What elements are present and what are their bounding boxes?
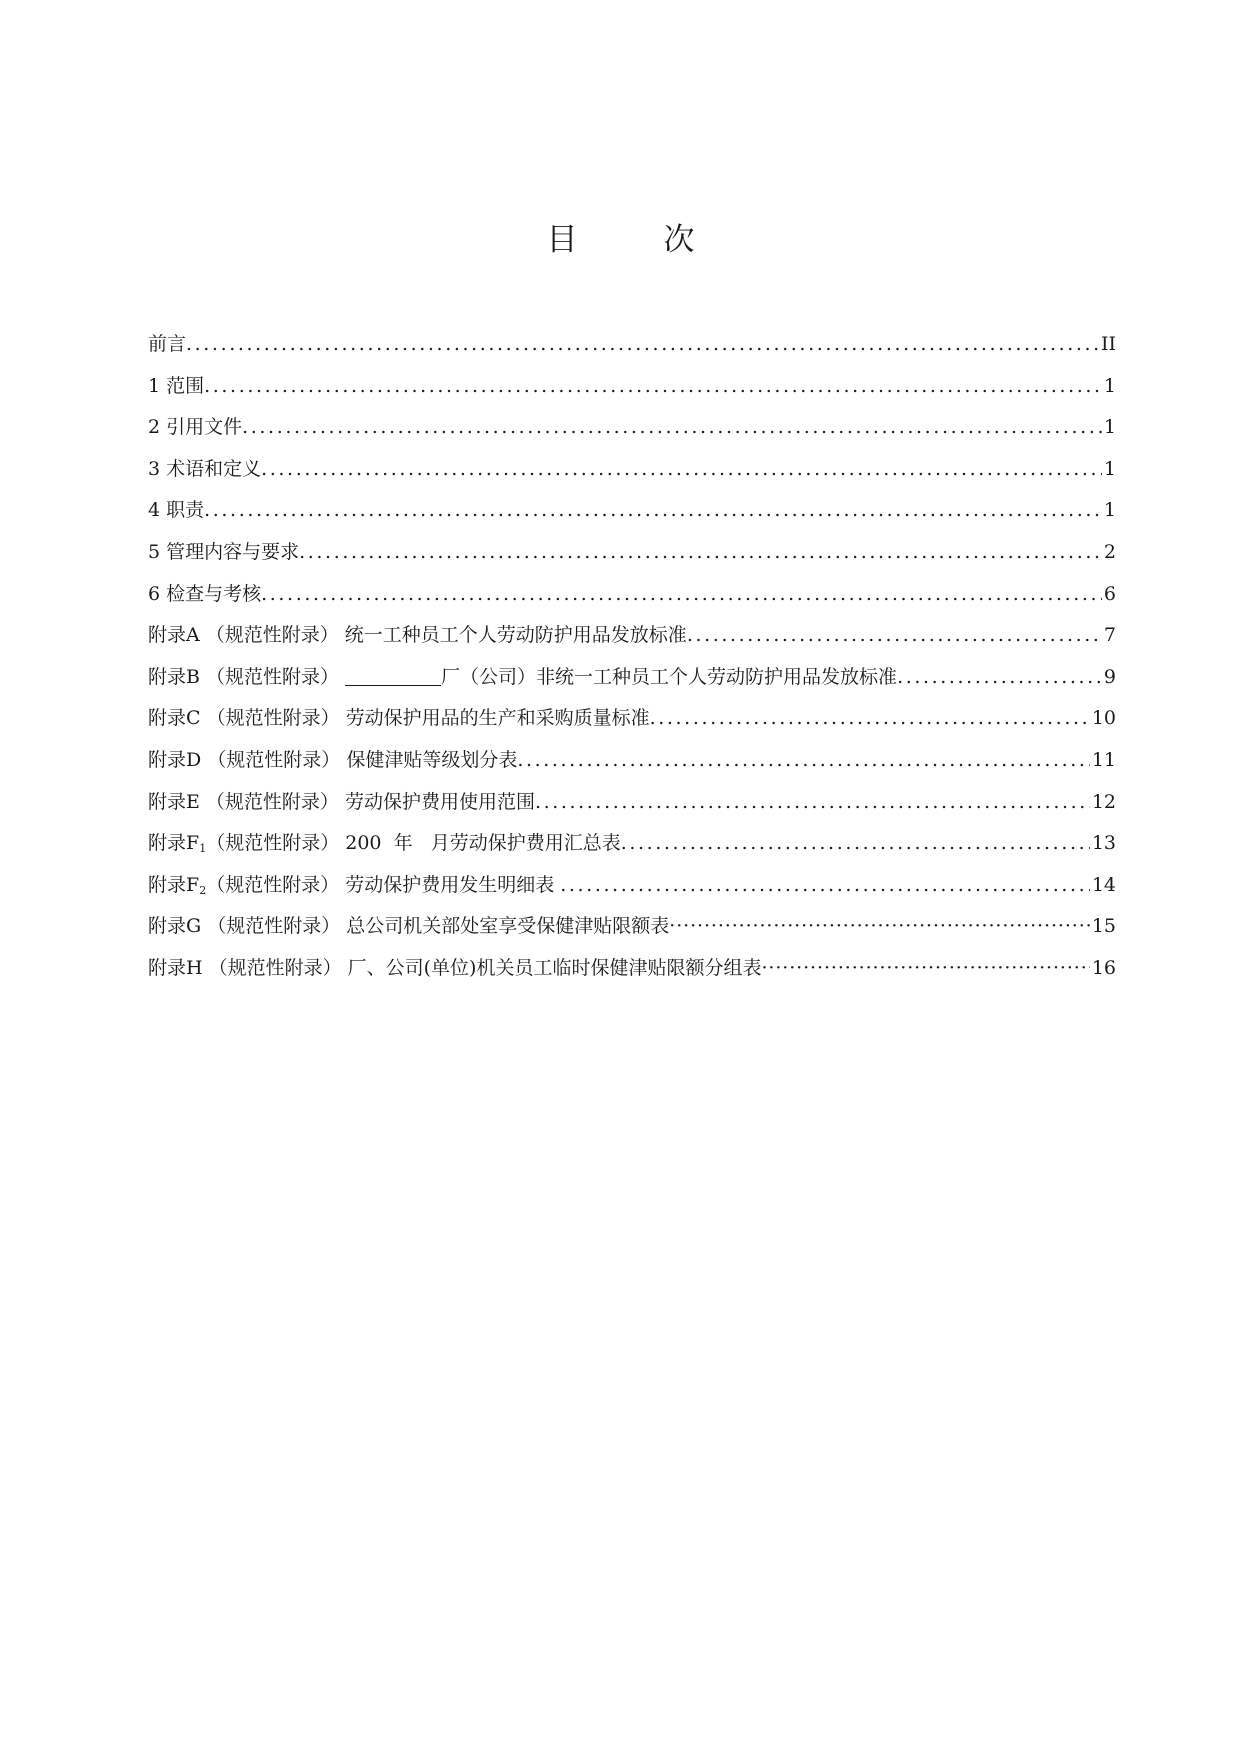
- toc-entry-appendix-f2[interactable]: [148, 865, 1116, 907]
- toc-page-number: 12: [1091, 790, 1116, 813]
- toc-leader: [261, 449, 1102, 491]
- toc-entry-appendix-a[interactable]: [148, 615, 1116, 657]
- toc-entry-inspection[interactable]: [148, 574, 1116, 616]
- toc-leader: [621, 823, 1090, 865]
- toc-label: 附录E （规范性附录） 劳动保护费用使用范围: [148, 790, 535, 813]
- toc-page-number: 9: [1103, 665, 1116, 688]
- toc-entry-appendix-f1[interactable]: [148, 823, 1116, 865]
- toc-label: 2 引用文件: [148, 416, 243, 439]
- toc-leader: [261, 574, 1102, 616]
- toc-label: [148, 865, 560, 912]
- toc-leader: [687, 615, 1102, 657]
- toc-leader: [761, 948, 1089, 990]
- toc-label: 5 管理内容与要求: [148, 540, 300, 563]
- toc-label-prefix: 附录F: [148, 832, 200, 855]
- toc-leader: [186, 324, 1099, 366]
- toc-label: 前言: [148, 333, 187, 355]
- toc-leader: [299, 532, 1102, 574]
- toc-label: 附录G （规范性附录） 总公司机关部处室享受保健津贴限额表: [148, 915, 670, 938]
- toc-entry-terms[interactable]: [148, 449, 1116, 491]
- blank-fill-line: [345, 667, 441, 686]
- toc-entry-foreword[interactable]: [148, 324, 1116, 366]
- toc-page-number: 1: [1103, 499, 1116, 522]
- toc-entry-appendix-b[interactable]: [148, 657, 1116, 699]
- toc-label-prefix: 附录F: [148, 873, 200, 896]
- toc-label-subscript: 2: [199, 883, 207, 897]
- toc-entry-references[interactable]: [148, 407, 1116, 449]
- toc-leader: [650, 698, 1090, 740]
- page-title-char-1: 目: [546, 222, 578, 258]
- page-title: [0, 218, 1241, 262]
- toc-page-number: 16: [1091, 956, 1116, 979]
- toc-label: 3 术语和定义: [148, 457, 262, 480]
- toc-page-number: 11: [1091, 748, 1116, 771]
- toc-page-number: 7: [1103, 624, 1116, 647]
- toc-page-number: 6: [1103, 582, 1116, 605]
- toc-leader: [560, 865, 1090, 907]
- toc-label: 附录A （规范性附录） 统一工种员工个人劳动防护用品发放标准: [148, 624, 687, 647]
- toc-page-number: 15: [1091, 915, 1116, 938]
- toc-leader: [204, 366, 1102, 408]
- toc-label-suffix: （规范性附录） 200 年 月劳动保护费用汇总表: [206, 832, 621, 855]
- toc-page-number: 14: [1091, 873, 1116, 896]
- toc-leader: [535, 782, 1090, 824]
- toc-entry-duties[interactable]: [148, 490, 1116, 532]
- toc-label-suffix: 厂（公司）非统一工种员工个人劳动防护用品发放标准: [441, 665, 898, 688]
- toc-label: 附录D （规范性附录） 保健津贴等级划分表: [148, 748, 518, 771]
- toc-entry-appendix-g[interactable]: [148, 906, 1116, 948]
- toc-page-number: 1: [1103, 457, 1116, 480]
- toc-label: 附录H （规范性附录） 厂、公司(单位)机关员工临时保健津贴限额分组表: [148, 956, 762, 979]
- toc-entry-appendix-c[interactable]: [148, 698, 1116, 740]
- table-of-contents: [148, 324, 1116, 990]
- toc-entry-appendix-e[interactable]: [148, 782, 1116, 824]
- toc-page-number: 13: [1091, 832, 1116, 855]
- toc-page-number: 1: [1103, 416, 1116, 439]
- toc-label-suffix: （规范性附录） 劳动保护费用发生明细表: [206, 873, 561, 896]
- toc-label: 1 范围: [148, 374, 205, 397]
- toc-entry-appendix-h[interactable]: [148, 948, 1116, 990]
- toc-entry-scope[interactable]: [148, 366, 1116, 408]
- page-title-char-2: 次: [663, 222, 695, 258]
- toc-page-number: 2: [1103, 540, 1116, 563]
- toc-leader: [669, 906, 1090, 948]
- toc-entry-management[interactable]: [148, 532, 1116, 574]
- toc-label: 附录C （规范性附录） 劳动保护用品的生产和采购质量标准: [148, 707, 650, 730]
- toc-page-number: 1: [1103, 374, 1116, 397]
- toc-leader: [517, 740, 1089, 782]
- toc-label-subscript: 1: [199, 842, 207, 856]
- toc-label-prefix: 附录B （规范性附录）: [148, 665, 346, 688]
- toc-page-number: II: [1100, 333, 1116, 355]
- toc-leader: [204, 490, 1102, 532]
- toc-label: 6 检查与考核: [148, 582, 262, 605]
- toc-entry-appendix-d[interactable]: [148, 740, 1116, 782]
- toc-leader: [242, 407, 1102, 449]
- toc-label: [148, 657, 897, 699]
- toc-leader: [897, 657, 1102, 699]
- toc-page-number: 10: [1091, 707, 1116, 730]
- toc-label: [148, 823, 621, 870]
- toc-label: 4 职责: [148, 499, 205, 522]
